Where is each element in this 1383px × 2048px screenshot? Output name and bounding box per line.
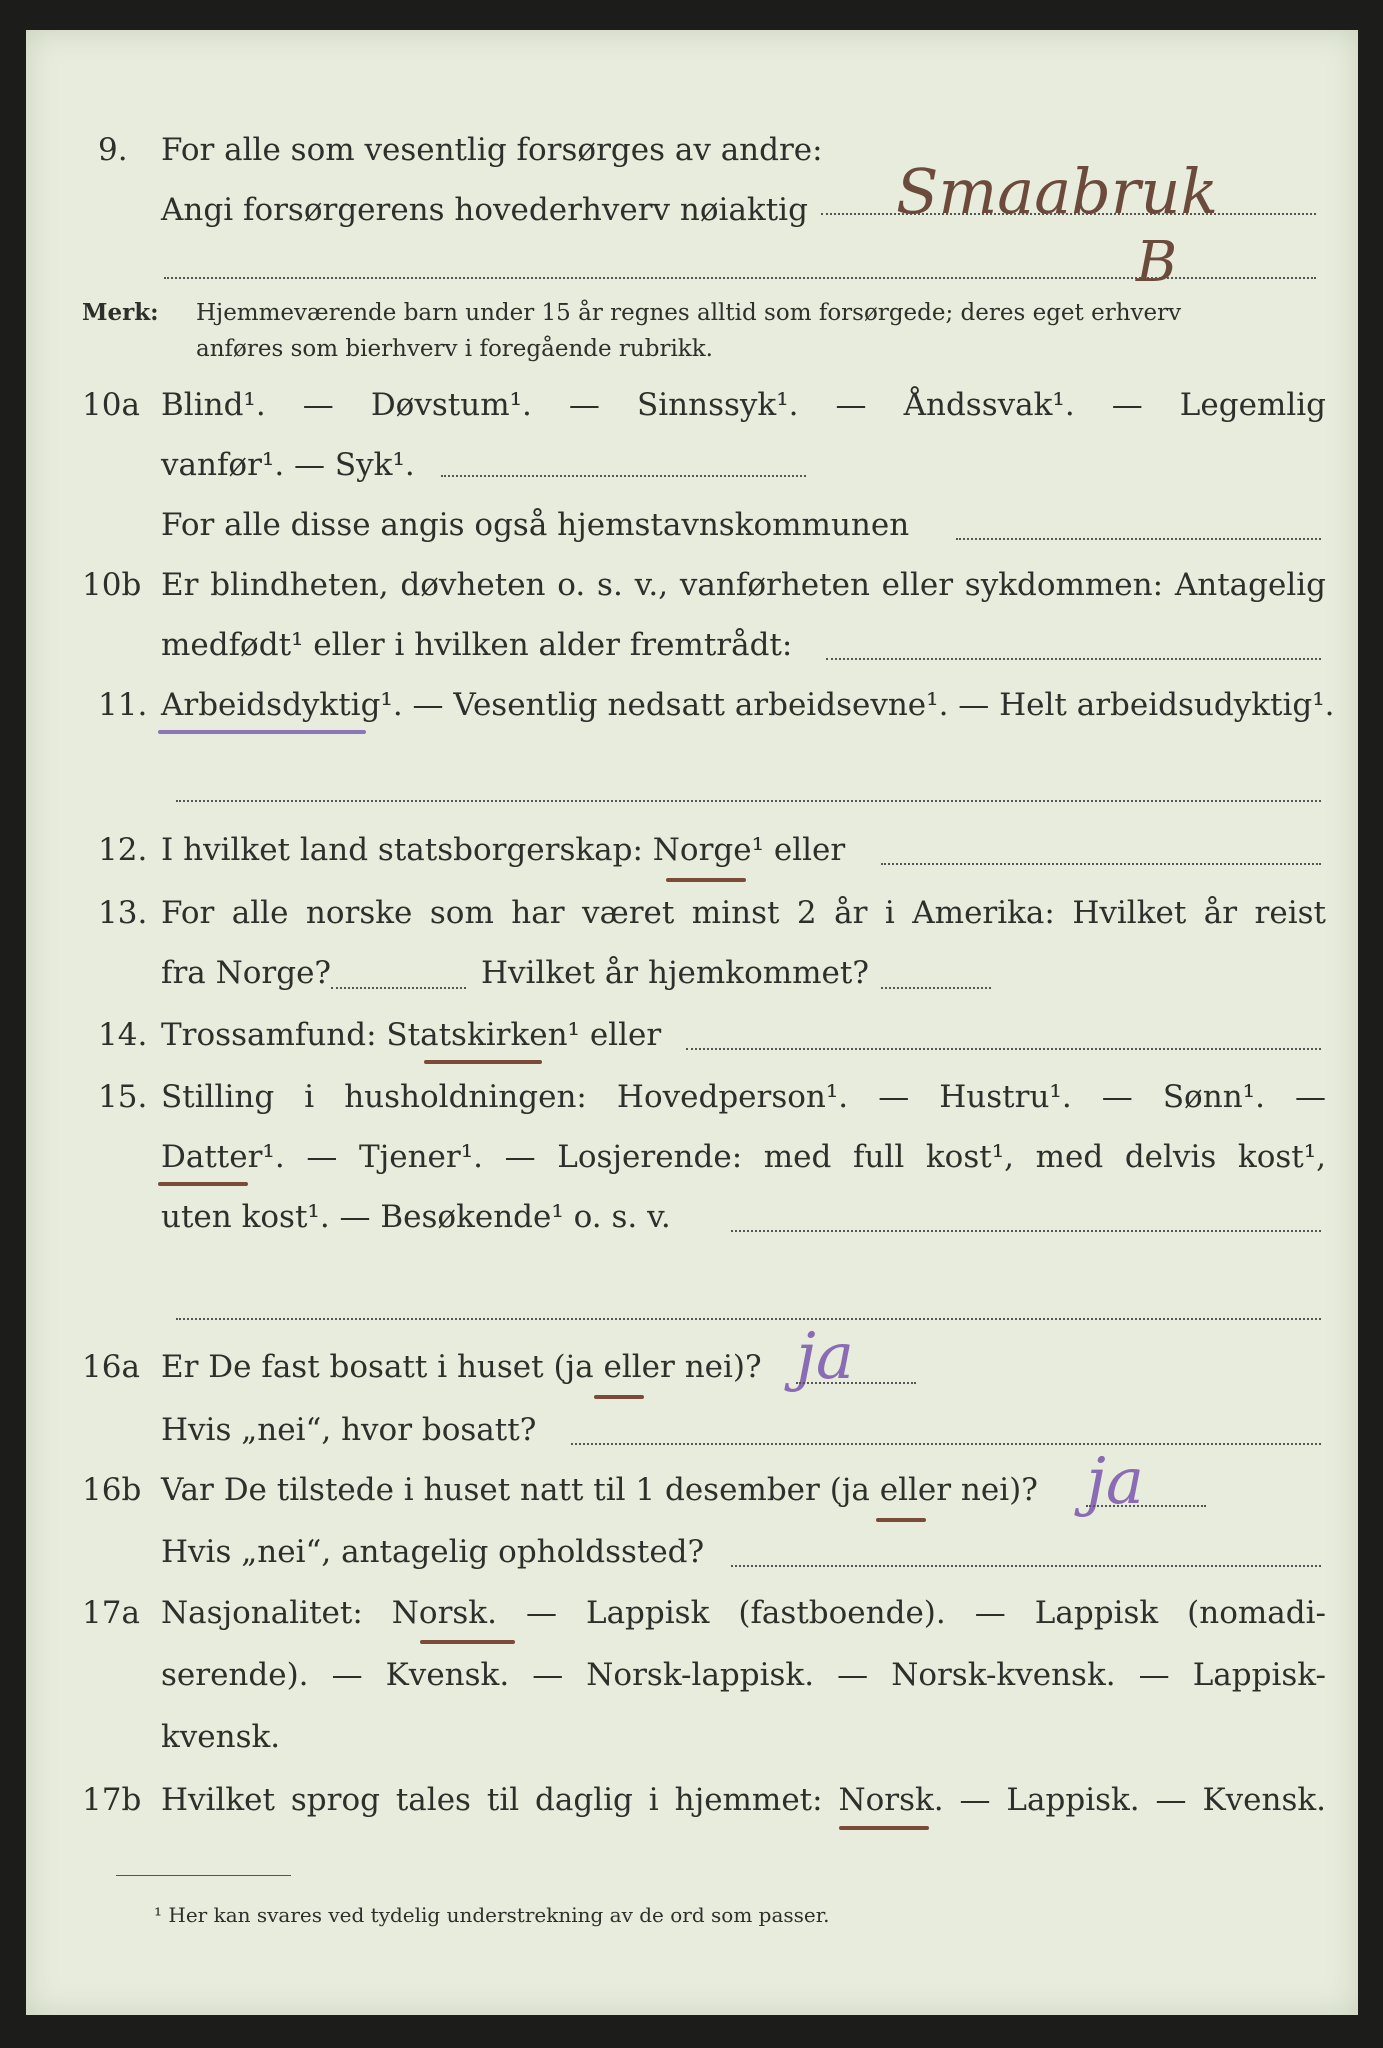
q16b-handwritten-answer: ja [1086, 1445, 1144, 1519]
q13-line1 [26, 888, 1358, 938]
q15-text: Stilling i husholdningen: Hovedperson¹. — Hustru¹. — Sønn¹. — [161, 1079, 1326, 1115]
q16a-line2 [26, 1405, 1358, 1455]
q10b-number: 10b [82, 567, 142, 603]
q10a-text-3: For alle disse angis også hjemstavnskommunen [161, 507, 910, 543]
q15-line2 [26, 1132, 1358, 1182]
q17a-line1 [26, 1588, 1358, 1638]
q16b-underline [876, 1518, 926, 1522]
q14-line1 [26, 1010, 1358, 1060]
q15-answer-line [731, 1230, 1321, 1232]
q16a-text: Er De fast bosatt i huset (ja eller nei)? [161, 1349, 762, 1385]
q13-line2 [26, 948, 1358, 998]
q11-extra-line [176, 800, 1321, 802]
q10a-sick-line [441, 475, 806, 477]
merk-text-2: anføres som bierhverv i foregående rubrikk. [196, 336, 713, 362]
q10a-line1 [26, 380, 1358, 430]
q15-underline [158, 1182, 248, 1186]
q16b-line1 [26, 1465, 1358, 1515]
q16a-residence-line [571, 1443, 1321, 1445]
footnote [26, 1900, 1358, 1930]
q17a-line2 [26, 1650, 1358, 1700]
q11-number: 11. [98, 687, 148, 723]
q16b-number: 16b [82, 1472, 142, 1508]
q10b-text-2: medfødt¹ eller i hvilken alder fremtrådt: [161, 627, 793, 663]
q9-handwritten-mark: B [1136, 230, 1178, 295]
q16b-text-2: Hvis „nei“, antagelig opholdssted? [161, 1534, 705, 1570]
q17a-number: 17a [82, 1595, 140, 1631]
q17b-underline [839, 1826, 929, 1830]
q14-underline [424, 1060, 542, 1064]
q14-number: 14. [98, 1017, 148, 1053]
merk-text: Hjemmeværende barn under 15 år regnes alltid som forsørgede; deres eget erhverv [196, 300, 1182, 326]
q10a-line3 [26, 500, 1358, 550]
merk-line1 [26, 296, 1358, 330]
q12-number: 12. [98, 832, 148, 868]
q17b-text: Hvilket sprog tales til daglig i hjemmet: Norsk. — Lappisk. — Kvensk. [161, 1782, 1326, 1818]
q17a-text: Nasjonalitet: Norsk. — Lappisk (fastboende). — Lappisk (nomadi- [161, 1595, 1326, 1631]
q10b-text: Er blindheten, døvheten o. s. v., vanførheten eller sykdommen: Antagelig [161, 567, 1326, 603]
q17b-line1 [26, 1775, 1358, 1825]
q9-text-2: Angi forsørgerens hovederhverv nøiaktig [161, 192, 808, 228]
footnote-rule [116, 1875, 291, 1876]
footnote-text: ¹ Her kan svares ved tydelig understrekning av de ord som passer. [154, 1903, 830, 1927]
q16a-number: 16a [82, 1349, 140, 1385]
q14-answer-line [686, 1048, 1321, 1050]
q13-text-2b: Hvilket år hjemkommet? [481, 955, 869, 991]
q15-number: 15. [98, 1079, 148, 1115]
q10a-text-2: vanfør¹. — Syk¹. [161, 447, 415, 483]
q17a-line3 [26, 1712, 1358, 1762]
q10a-line2 [26, 440, 1358, 490]
q9-handwritten-answer: Smaabruk [896, 155, 1219, 228]
q16b-answer-line [1086, 1505, 1206, 1507]
merk-label: Merk: [82, 299, 159, 326]
q16b-whereabouts-line [731, 1565, 1321, 1567]
q12-answer-line [881, 863, 1321, 865]
q14-text: Trossamfund: Statskirken¹ eller [161, 1017, 662, 1053]
q10a-home-line [956, 538, 1321, 540]
q17a-text-3: kvensk. [161, 1719, 281, 1755]
q12-underline [666, 878, 746, 882]
q10b-line1 [26, 560, 1358, 610]
q11-line1 [26, 680, 1358, 730]
q12-line1 [26, 825, 1358, 875]
q13-number: 13. [98, 895, 148, 931]
merk-line2 [26, 332, 1358, 366]
q16a-text-2: Hvis „nei“, hvor bosatt? [161, 1412, 537, 1448]
q15-text-2: Datter¹. — Tjener¹. — Losjerende: med full kost¹, med delvis kost¹, [161, 1139, 1326, 1175]
q13-emigrated-line [331, 987, 466, 989]
q17a-text-2: serende). — Kvensk. — Norsk-lappisk. — Norsk-kvensk. — Lappisk- [161, 1657, 1326, 1693]
q13-text-2a: fra Norge? [161, 955, 332, 991]
q10b-answer-line [826, 658, 1321, 660]
q13-text: For alle norske som har været minst 2 år i Amerika: Hvilket år reist [161, 895, 1326, 931]
q17a-underline [420, 1640, 515, 1644]
q16b-line2 [26, 1527, 1358, 1577]
q16a-answer-line [796, 1382, 916, 1384]
q10a-number: 10a [82, 387, 140, 423]
q16a-handwritten-answer: ja [796, 1320, 854, 1394]
q9-text: For alle som vesentlig forsørges av andre: [161, 132, 823, 168]
q13-returned-line [881, 987, 991, 989]
q11-text: Arbeidsdyktig¹. — Vesentlig nedsatt arbeidsevne¹. — Helt arbeidsudyktig¹. [161, 687, 1335, 723]
census-form-page [26, 30, 1358, 2015]
q10b-line2 [26, 620, 1358, 670]
q11-underline [158, 730, 366, 734]
q10a-text: Blind¹. — Døvstum¹. — Sinnssyk¹. — Åndssvak¹. — Legemlig [161, 387, 1326, 423]
q9-number: 9. [98, 132, 128, 168]
q16a-underline [594, 1395, 644, 1399]
q17b-number: 17b [82, 1782, 142, 1818]
q16a-line1 [26, 1342, 1358, 1392]
q12-text: I hvilket land statsborgerskap: Norge¹ eller [161, 832, 846, 868]
q15-line3 [26, 1192, 1358, 1242]
q15-line1 [26, 1072, 1358, 1122]
q16b-text: Var De tilstede i huset natt til 1 desember (ja eller nei)? [161, 1472, 1038, 1508]
q15-extra-line [176, 1318, 1321, 1320]
q15-text-3: uten kost¹. — Besøkende¹ o. s. v. [161, 1199, 671, 1235]
